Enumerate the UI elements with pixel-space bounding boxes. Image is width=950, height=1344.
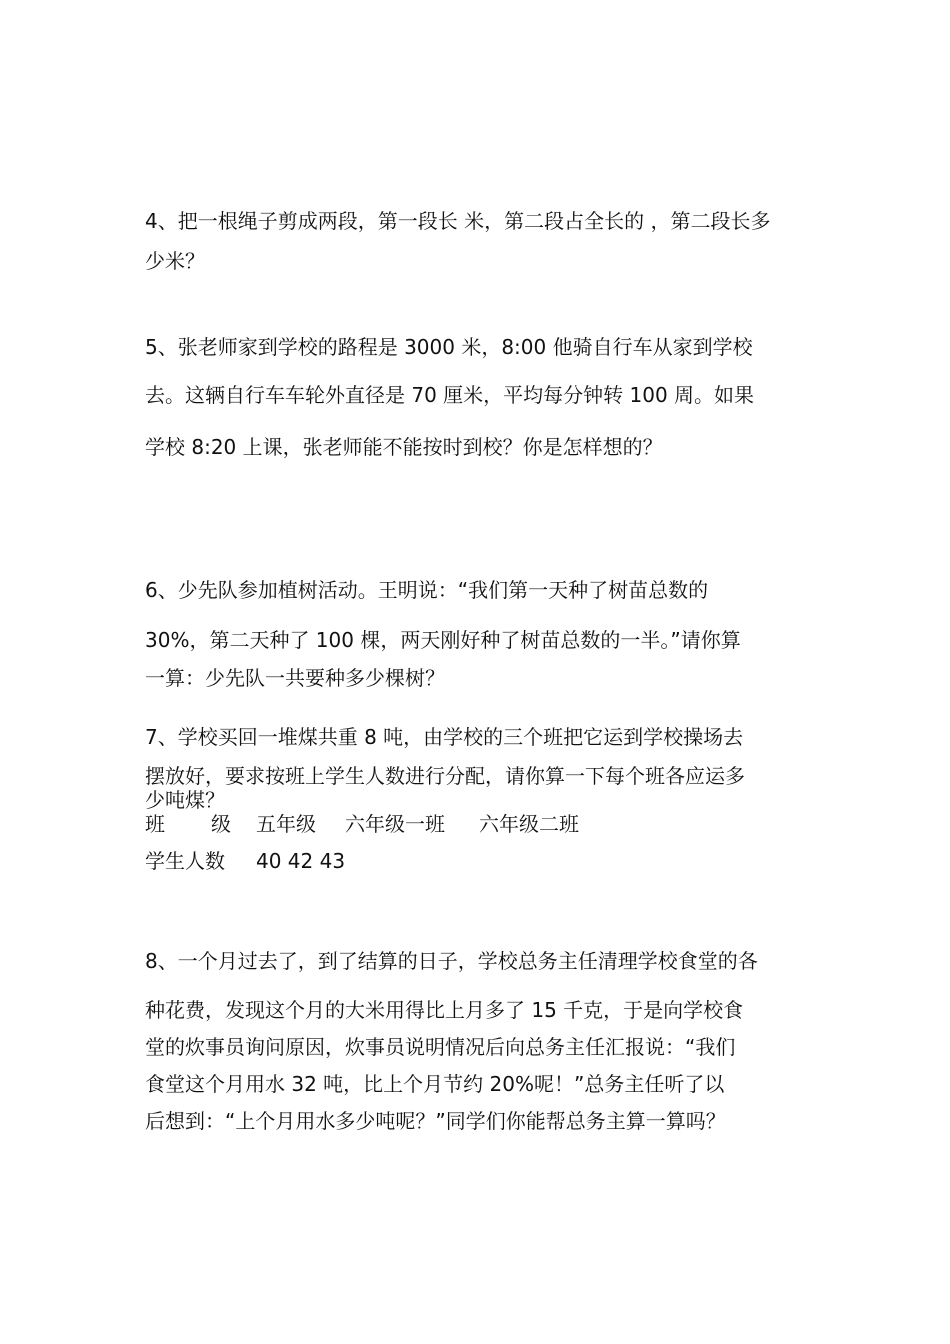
table-header-grade5: 五年级: [256, 812, 316, 836]
table-row-label: 学生人数: [145, 849, 225, 873]
q5-line-1: 5、张老师家到学校的路程是 3000 米，8:00 他骑自行车从家到学校: [145, 335, 753, 359]
q6-line-1: 6、少先队参加植树活动。王明说：“我们第一天种了树苗总数的: [145, 578, 709, 602]
q8-line-2: 种花费，发现这个月的大米用得比上月多了 15 千克，于是向学校食: [145, 998, 744, 1022]
q6-line-2: 30%，第二天种了 100 棵，两天刚好种了树苗总数的一半。”请你算: [145, 628, 741, 652]
q8-line-3: 堂的炊事员询问原因，炊事员说明情况后向总务主任汇报说：“我们: [145, 1035, 736, 1059]
table-row-values: 40 42 43: [256, 849, 346, 873]
q7-line-3: 少吨煤？: [145, 788, 225, 812]
q7-line-1: 7、学校买回一堆煤共重 8 吨，由学校的三个班把它运到学校操场去: [145, 725, 744, 749]
table-header-grade6-class1: 六年级一班: [345, 812, 445, 836]
q8-line-4: 食堂这个月用水 32 吨，比上个月节约 20%呢！”总务主任听了以: [145, 1072, 725, 1096]
q7-line-2: 摆放好，要求按班上学生人数进行分配，请你算一下每个班各应运多: [145, 764, 745, 788]
q5-line-3: 学校 8:20 上课，张老师能不能按时到校？你是怎样想的？: [145, 435, 663, 459]
table-header-grade6-class2: 六年级二班: [479, 812, 579, 836]
q8-line-5: 后想到：“上个月用水多少吨呢？”同学们你能帮总务主算一算吗？: [145, 1109, 726, 1133]
table-header-ji: 级: [211, 812, 231, 836]
q8-line-1: 8、一个月过去了，到了结算的日子，学校总务主任清理学校食堂的各: [145, 949, 758, 973]
q4-line-2: 少米？: [145, 249, 205, 273]
table-header-ban: 班: [145, 812, 165, 836]
q4-line-1: 4、把一根绳子剪成两段，第一段长 米，第二段占全长的 ，第二段长多: [145, 209, 771, 233]
q6-line-3: 一算：少先队一共要种多少棵树？: [145, 666, 445, 690]
q5-line-2: 去。这辆自行车车轮外直径是 70 厘米，平均每分钟转 100 周。如果: [145, 383, 755, 407]
